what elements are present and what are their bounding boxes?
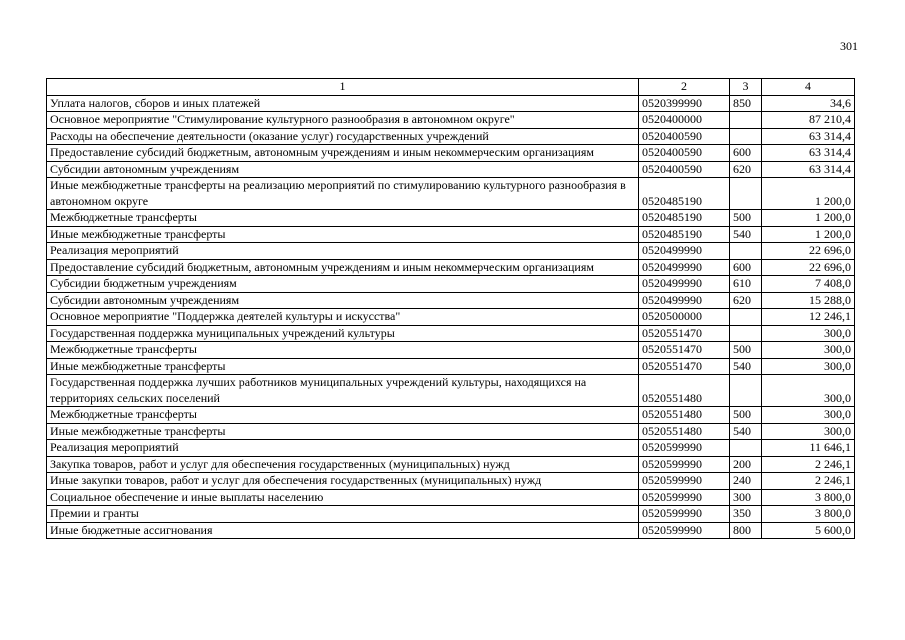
row-code-cell: 0520551470: [639, 325, 730, 342]
row-name-cell: Иные межбюджетные трансферты на реализацию мероприятий по стимулированию культурного разнообразия в автономном округе: [47, 178, 639, 210]
table-row: [47, 178, 855, 210]
row-vr-cell: [730, 309, 762, 326]
table-header-row: [47, 79, 855, 96]
row-code-cell: 0520400000: [639, 112, 730, 129]
row-code-cell: 0520485190: [639, 210, 730, 227]
row-vr-cell: 540: [730, 358, 762, 375]
header-cell-name: 1: [47, 79, 639, 96]
row-name-cell: Предоставление субсидий бюджетным, автономным учреждениям и иным некоммерческим организациям: [47, 259, 639, 276]
row-amount-cell: 12 246,1: [762, 309, 855, 326]
row-vr-cell: 540: [730, 226, 762, 243]
table-row: [47, 358, 855, 375]
row-code-cell: 0520599990: [639, 440, 730, 457]
row-name-cell: Закупка товаров, работ и услуг для обеспечения государственных (муниципальных) нужд: [47, 456, 639, 473]
table-row: [47, 489, 855, 506]
table-row: [47, 407, 855, 424]
row-amount-cell: 7 408,0: [762, 276, 855, 293]
row-code-cell: 0520599990: [639, 473, 730, 490]
table-row: [47, 440, 855, 457]
table-row: [47, 128, 855, 145]
row-amount-cell: 300,0: [762, 375, 855, 407]
row-code-cell: 0520499990: [639, 259, 730, 276]
row-amount-cell: 1 200,0: [762, 178, 855, 210]
row-name-cell: Субсидии бюджетным учреждениям: [47, 276, 639, 293]
row-vr-cell: [730, 128, 762, 145]
row-name-cell: Государственная поддержка муниципальных учреждений культуры: [47, 325, 639, 342]
row-amount-cell: 63 314,4: [762, 128, 855, 145]
table-row: [47, 226, 855, 243]
row-vr-cell: 600: [730, 259, 762, 276]
row-vr-cell: 620: [730, 292, 762, 309]
row-code-cell: 0520485190: [639, 226, 730, 243]
table-row: [47, 210, 855, 227]
row-vr-cell: 350: [730, 506, 762, 523]
row-vr-cell: 300: [730, 489, 762, 506]
row-amount-cell: 22 696,0: [762, 259, 855, 276]
row-vr-cell: 500: [730, 210, 762, 227]
header-cell-vr: 3: [730, 79, 762, 96]
row-name-cell: Межбюджетные трансферты: [47, 342, 639, 359]
row-name-cell: Субсидии автономным учреждениям: [47, 161, 639, 178]
table-row: [47, 456, 855, 473]
row-code-cell: 0520499990: [639, 243, 730, 260]
row-amount-cell: 1 200,0: [762, 226, 855, 243]
table-row: [47, 161, 855, 178]
row-amount-cell: 2 246,1: [762, 473, 855, 490]
row-amount-cell: 15 288,0: [762, 292, 855, 309]
row-amount-cell: 11 646,1: [762, 440, 855, 457]
row-code-cell: 0520499990: [639, 276, 730, 293]
row-code-cell: 0520399990: [639, 95, 730, 112]
row-vr-cell: [730, 375, 762, 407]
row-code-cell: 0520551470: [639, 342, 730, 359]
row-name-cell: Субсидии автономным учреждениям: [47, 292, 639, 309]
table-row: [47, 276, 855, 293]
row-amount-cell: 300,0: [762, 342, 855, 359]
table-body: [47, 79, 855, 539]
table-row: [47, 325, 855, 342]
page-number: 301: [840, 39, 858, 53]
row-name-cell: Иные бюджетные ассигнования: [47, 522, 639, 539]
row-vr-cell: 500: [730, 342, 762, 359]
row-name-cell: Иные межбюджетные трансферты: [47, 358, 639, 375]
row-name-cell: Премии и гранты: [47, 506, 639, 523]
row-code-cell: 0520400590: [639, 161, 730, 178]
row-code-cell: 0520599990: [639, 489, 730, 506]
row-vr-cell: [730, 178, 762, 210]
row-vr-cell: 500: [730, 407, 762, 424]
row-amount-cell: 300,0: [762, 325, 855, 342]
table-row: [47, 243, 855, 260]
table-row: [47, 473, 855, 490]
row-vr-cell: 620: [730, 161, 762, 178]
row-amount-cell: 300,0: [762, 407, 855, 424]
row-vr-cell: 850: [730, 95, 762, 112]
table-row: [47, 423, 855, 440]
row-name-cell: Государственная поддержка лучших работников муниципальных учреждений культуры, находящихся на территориях сельских поселений: [47, 375, 639, 407]
row-code-cell: 0520551480: [639, 407, 730, 424]
row-name-cell: Социальное обеспечение и иные выплаты населению: [47, 489, 639, 506]
row-amount-cell: 87 210,4: [762, 112, 855, 129]
row-name-cell: Реализация мероприятий: [47, 243, 639, 260]
row-amount-cell: 5 600,0: [762, 522, 855, 539]
table-row: [47, 292, 855, 309]
table-row: [47, 112, 855, 129]
row-amount-cell: 2 246,1: [762, 456, 855, 473]
row-name-cell: Иные межбюджетные трансферты: [47, 226, 639, 243]
row-amount-cell: 63 314,4: [762, 161, 855, 178]
table-row: [47, 309, 855, 326]
row-vr-cell: [730, 325, 762, 342]
budget-table: [46, 78, 855, 539]
header-cell-code: 2: [639, 79, 730, 96]
table-row: [47, 522, 855, 539]
row-code-cell: 0520485190: [639, 178, 730, 210]
row-code-cell: 0520400590: [639, 145, 730, 162]
row-code-cell: 0520599990: [639, 506, 730, 523]
row-vr-cell: [730, 440, 762, 457]
row-name-cell: Межбюджетные трансферты: [47, 210, 639, 227]
row-name-cell: Иные закупки товаров, работ и услуг для обеспечения государственных (муниципальных) нужд: [47, 473, 639, 490]
row-name-cell: Иные межбюджетные трансферты: [47, 423, 639, 440]
row-amount-cell: 300,0: [762, 423, 855, 440]
table-row: [47, 259, 855, 276]
table-row: [47, 145, 855, 162]
table-row: [47, 342, 855, 359]
row-vr-cell: [730, 112, 762, 129]
header-cell-amount: 4: [762, 79, 855, 96]
row-amount-cell: 34,6: [762, 95, 855, 112]
row-name-cell: Основное мероприятие "Поддержка деятелей культуры и искусства": [47, 309, 639, 326]
row-code-cell: 0520400590: [639, 128, 730, 145]
table-row: [47, 506, 855, 523]
row-vr-cell: 800: [730, 522, 762, 539]
row-name-cell: Основное мероприятие "Стимулирование культурного разнообразия в автономном округе": [47, 112, 639, 129]
row-amount-cell: 300,0: [762, 358, 855, 375]
row-code-cell: 0520551480: [639, 375, 730, 407]
row-vr-cell: [730, 243, 762, 260]
row-name-cell: Межбюджетные трансферты: [47, 407, 639, 424]
row-amount-cell: 3 800,0: [762, 489, 855, 506]
row-name-cell: Расходы на обеспечение деятельности (оказание услуг) государственных учреждений: [47, 128, 639, 145]
row-code-cell: 0520551470: [639, 358, 730, 375]
row-name-cell: Уплата налогов, сборов и иных платежей: [47, 95, 639, 112]
row-amount-cell: 63 314,4: [762, 145, 855, 162]
table-row: [47, 375, 855, 407]
row-vr-cell: 600: [730, 145, 762, 162]
row-code-cell: 0520551480: [639, 423, 730, 440]
table-row: [47, 95, 855, 112]
row-amount-cell: 1 200,0: [762, 210, 855, 227]
row-vr-cell: 540: [730, 423, 762, 440]
row-code-cell: 0520599990: [639, 522, 730, 539]
row-vr-cell: 610: [730, 276, 762, 293]
row-code-cell: 0520599990: [639, 456, 730, 473]
row-name-cell: Предоставление субсидий бюджетным, автономным учреждениям и иным некоммерческим организациям: [47, 145, 639, 162]
row-vr-cell: 200: [730, 456, 762, 473]
row-name-cell: Реализация мероприятий: [47, 440, 639, 457]
row-amount-cell: 3 800,0: [762, 506, 855, 523]
row-vr-cell: 240: [730, 473, 762, 490]
row-code-cell: 0520499990: [639, 292, 730, 309]
row-code-cell: 0520500000: [639, 309, 730, 326]
row-amount-cell: 22 696,0: [762, 243, 855, 260]
